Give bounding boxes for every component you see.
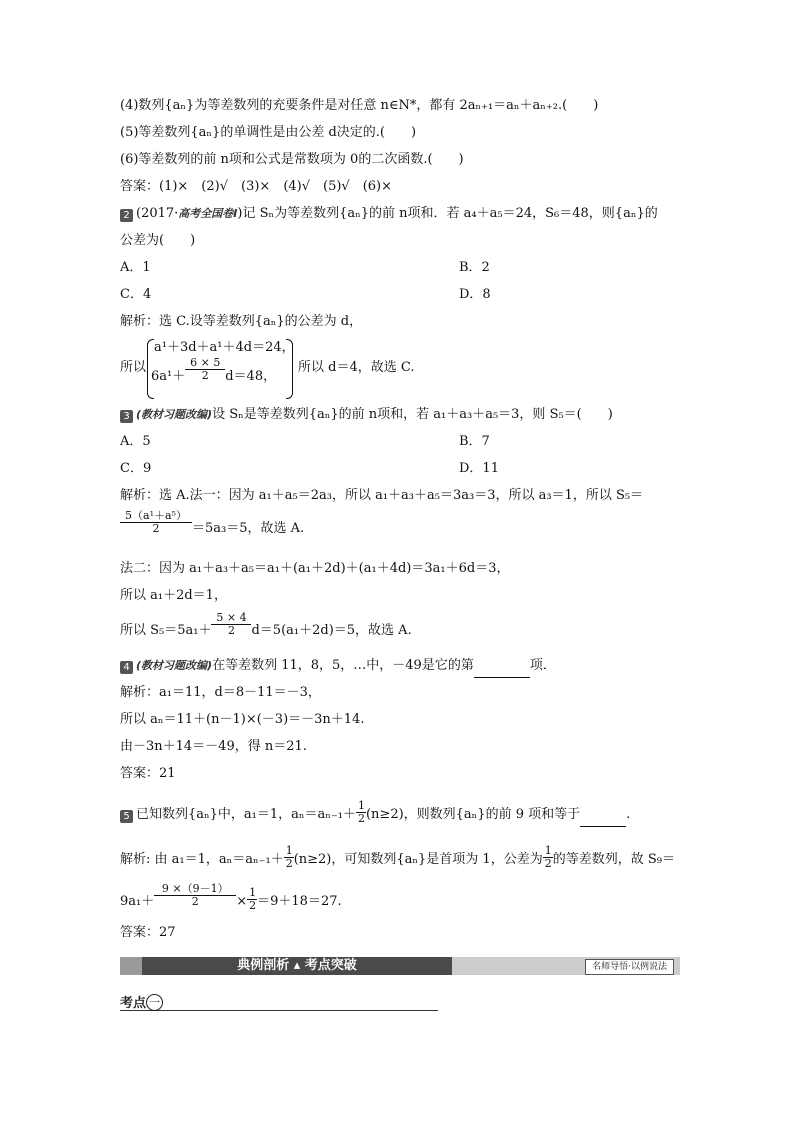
banner-title: 典例剖析 ▴ 考点突破 — [142, 957, 452, 975]
q2-stem — [120, 205, 658, 223]
q4-answer-blank[interactable] — [474, 659, 530, 678]
q2-option-c: C．4 — [120, 287, 152, 302]
q5-solution-1 — [120, 844, 675, 872]
q5-stem-post: (n≥2)，则数列{aₙ}的前 9 项和等于 — [365, 807, 581, 822]
q5-stem — [120, 799, 631, 827]
judgement-answers: 答案：(1)× (2)√ (3)× (4)√ (5)√ (6)× — [120, 179, 393, 194]
q5-sum-denominator: 2 — [154, 895, 236, 908]
q2-eq2-pre: 6a¹＋ — [151, 369, 186, 384]
q4-solution-2: 所以 aₙ＝11＋(n－1)×(－3)＝－3n＋14. — [120, 712, 365, 727]
q4-answer: 答案：21 — [120, 766, 176, 781]
q5-sum-fraction — [154, 883, 236, 908]
q5-sum-numerator: 9 ×（9－1） — [161, 882, 229, 895]
q3-solution-step: 所以 a₁＋2d＝1， — [120, 588, 227, 603]
judgement-4: (4)数列{aₙ}为等差数列的充要条件是对任意 n∈N*，都有 2aₙ₊₁＝aₙ＋aₙ₊₂.( ) — [120, 98, 599, 113]
q5-l2-pre: 9a₁＋ — [120, 894, 155, 909]
q5-l2-half — [247, 887, 257, 912]
q5-answer-blank[interactable] — [580, 808, 626, 827]
q3-final-post: d＝5(a₁＋2d)＝5，故选 A. — [251, 623, 412, 638]
q2-source-tag: 高考全国卷Ⅰ — [178, 207, 238, 220]
q3-fraction-numerator: 5（a¹＋a⁵） — [125, 509, 187, 522]
q2-option-d: D．8 — [459, 287, 491, 302]
judgement-6: (6)等差数列的前 n项和公式是常数项为 0的二次函数.( ) — [120, 152, 464, 167]
q3-solution-method1: 解析：选 A.法一：因为 a₁＋a₅＝2a₃，所以 a₁＋a₃＋a₅＝3a₃＝3，所以 a₃＝1，所以 S₅＝ — [120, 488, 644, 503]
q2-number-badge: 2 — [120, 209, 133, 222]
q5-sol-pre: 解析: 由 a₁＝1，aₙ＝aₙ₋₁＋ — [120, 852, 284, 867]
q5-sol-half-1-den: 2 — [285, 857, 293, 870]
q5-l2-post: ＝9＋18＝27. — [257, 894, 342, 909]
system-brace-right — [286, 339, 293, 399]
q3-stem-text: 设 Sₙ是等差数列{aₙ}的前 n项和，若 a₁＋a₃＋a₅＝3，则 S₅＝( ) — [212, 407, 613, 422]
q5-l2-half-den: 2 — [249, 899, 257, 912]
q3-fraction-post: ＝5a₃＝5，故选 A. — [192, 521, 305, 536]
q2-option-a: A．1 — [120, 260, 151, 275]
q3-fraction-denominator: 2 — [120, 522, 192, 535]
q5-l2-half-num: 1 — [249, 886, 257, 899]
q2-conclusion: 所以 d＝4，故选 C. — [298, 360, 415, 375]
q5-sol-half-2-den: 2 — [544, 857, 552, 870]
q2-system-eq1: a¹＋3d＋a¹＋4d＝24， — [154, 340, 295, 355]
kaodian-heading — [120, 992, 438, 1011]
q4-number-badge: 4 — [120, 661, 133, 674]
q5-sol-half-1 — [284, 845, 294, 870]
q4-solution-1: 解析：a₁＝11，d＝8－11＝－3， — [120, 685, 321, 700]
q2-eq2-fraction — [185, 357, 225, 382]
q2-option-b: B．2 — [459, 260, 490, 275]
q5-stem-end: . — [626, 807, 631, 822]
q3-final-denominator: 2 — [211, 624, 251, 637]
q3-option-c: C．9 — [120, 461, 152, 476]
q2-source-pre: (2017· — [136, 206, 179, 221]
q4-stem-text: 在等差数列 11，8，5，…中，－49是它的第 — [212, 658, 474, 673]
kaodian-label: 考点 — [120, 996, 147, 1011]
q2-stem-line2: 公差为( ) — [120, 233, 196, 248]
q5-number-badge: 5 — [120, 810, 133, 823]
q3-number-badge: 3 — [120, 410, 133, 423]
q3-source-tag: (教材习题改编) — [136, 408, 213, 421]
q2-eq2-numerator: 6 × 5 — [190, 356, 221, 369]
q5-half-fraction — [356, 800, 366, 825]
q3-final-pre: 所以 S₅＝5a₁＋ — [120, 623, 212, 638]
q5-half-denominator: 2 — [357, 812, 365, 825]
q5-sol-mid: (n≥2)，可知数列{aₙ}是首项为 1，公差为 — [293, 852, 543, 867]
q3-fraction-line — [120, 509, 305, 541]
q2-solution-intro: 解析：选 C.设等差数列{aₙ}的公差为 d， — [120, 314, 363, 329]
q2-stem-text: )记 Sₙ为等差数列{aₙ}的前 n项和．若 a₄＋a₅＝24，S₆＝48，则{aₙ}的 — [237, 206, 658, 221]
q4-stem — [120, 657, 556, 678]
q3-sum-fraction — [120, 510, 192, 535]
q5-l2-times: × — [236, 894, 248, 909]
judgement-5: (5)等差数列{aₙ}的单调性是由公差 d决定的.( ) — [120, 125, 417, 140]
banner-subtitle-box: 名师导悟·以例说法 — [585, 959, 674, 975]
q2-eq2-post: d＝48， — [225, 369, 277, 384]
q3-final-numerator: 5 × 4 — [216, 611, 247, 624]
q5-sol-half-1-num: 1 — [285, 844, 293, 857]
q2-suoyi: 所以 — [120, 360, 147, 375]
q4-solution-3: 由－3n＋14＝－49，得 n＝21. — [120, 739, 307, 754]
q4-stem-end: 项． — [529, 658, 556, 673]
q5-sol-half-2-num: 1 — [544, 844, 552, 857]
q3-final-fraction — [211, 612, 251, 637]
q5-answer: 答案：27 — [120, 925, 176, 940]
q5-sol-half-2 — [543, 845, 553, 870]
kaodian-circle-number: 一 — [146, 994, 163, 1011]
q2-eq2-denominator: 2 — [185, 369, 225, 382]
q3-option-d: D．11 — [459, 461, 499, 476]
q3-option-a: A．5 — [120, 434, 151, 449]
q3-stem — [120, 406, 613, 424]
section-banner — [120, 957, 680, 975]
q3-solution-method2: 法二：因为 a₁＋a₃＋a₅＝a₁＋(a₁＋2d)＋(a₁＋4d)＝3a₁＋6d＝3， — [120, 561, 510, 576]
q3-option-b: B．7 — [459, 434, 490, 449]
q5-half-numerator: 1 — [357, 799, 365, 812]
q5-sol-post: 的等差数列，故 S₉＝ — [552, 852, 675, 867]
q5-stem-pre: 已知数列{aₙ}中，a₁＝1，aₙ＝aₙ₋₁＋ — [136, 807, 356, 822]
q4-source-tag: (教材习题改编) — [136, 659, 213, 672]
